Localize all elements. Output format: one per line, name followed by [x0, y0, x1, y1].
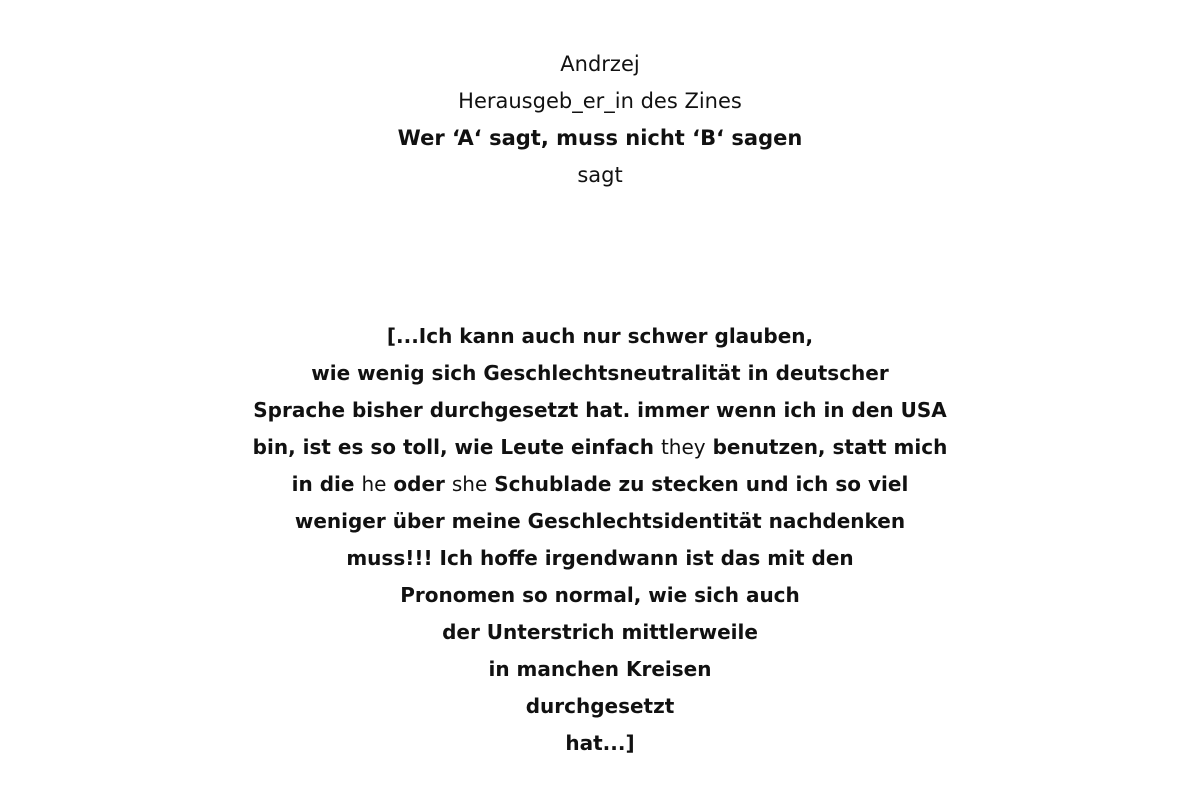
quote-text: in die [291, 472, 362, 496]
quote-line [0, 466, 1200, 503]
quote-line [0, 429, 1200, 466]
author-name: Andrzej [560, 52, 640, 76]
quote-line: weniger über meine Geschlechtsidentität nachdenken [294, 509, 906, 533]
says-label: sagt [577, 163, 623, 187]
pronoun-he: he [361, 472, 387, 496]
quote-line: Sprache bisher durchgesetzt hat. immer wenn ich in den USA [253, 398, 947, 422]
quote-line: in manchen Kreisen [488, 657, 712, 681]
quote-line: Pronomen so normal, wie sich auch [400, 583, 800, 607]
quote-block [0, 318, 1200, 762]
quote-text: oder [386, 472, 452, 496]
quote-text: bin, ist es so toll, wie Leute einfach [252, 435, 661, 459]
pronoun-she: she [451, 472, 488, 496]
quote-line: der Unterstrich mittlerweile [442, 620, 758, 644]
quote-line: [...Ich kann auch nur schwer glauben, [386, 324, 814, 348]
quote-line: muss!!! Ich hoffe irgendwann ist das mit den [346, 546, 854, 570]
attribution-header [0, 46, 1200, 194]
author-role: Herausgeb_er_in des Zines [458, 89, 742, 113]
zine-title: Wer ‘A‘ sagt, muss nicht ‘B‘ sagen [397, 126, 803, 150]
quote-text: Schublade zu stecken und ich so viel [487, 472, 909, 496]
quote-line: hat...] [565, 731, 635, 755]
quote-line: wie wenig sich Geschlechtsneutralität in deutscher [311, 361, 889, 385]
pronoun-they: they [660, 435, 706, 459]
quote-text: benutzen, statt mich [705, 435, 948, 459]
quote-line: durchgesetzt [525, 694, 675, 718]
